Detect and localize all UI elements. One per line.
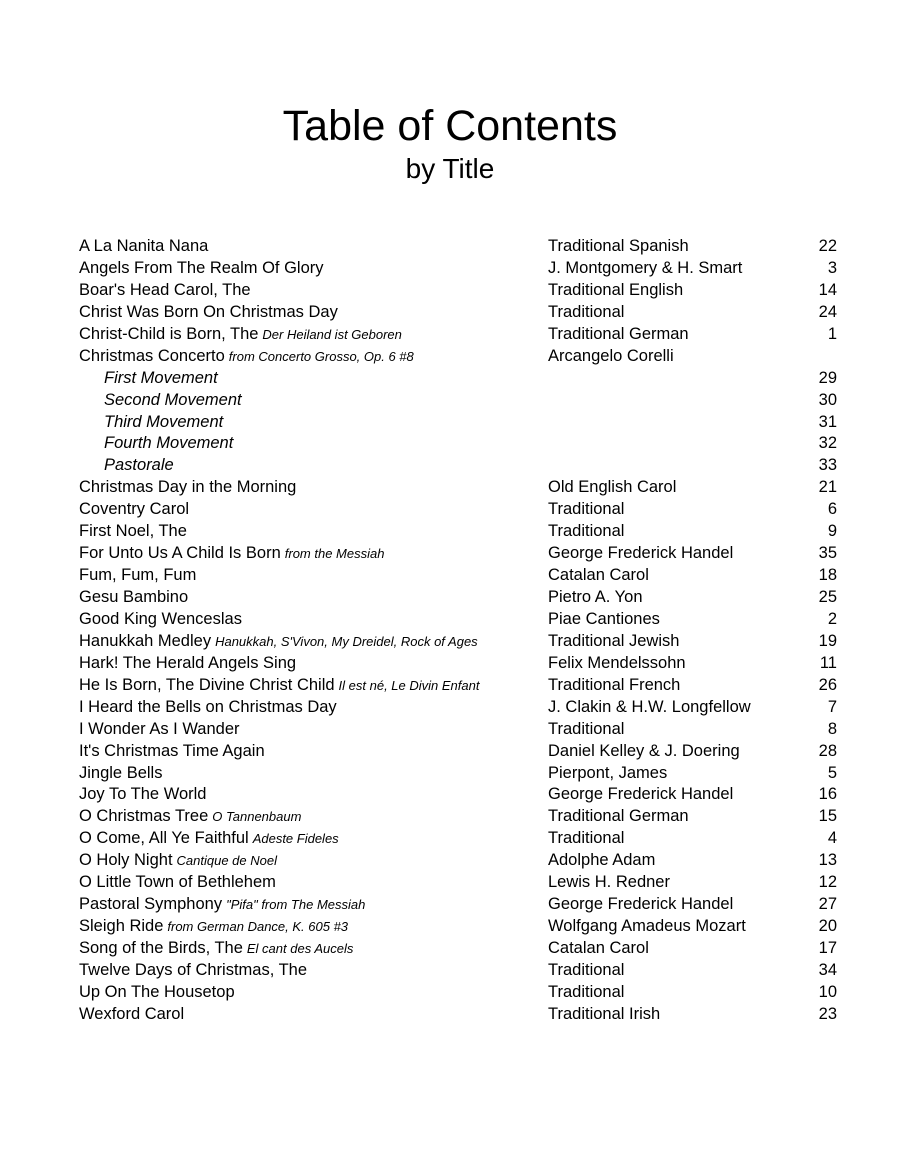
entry-title bbox=[79, 959, 307, 981]
entry-composer: Traditional Irish bbox=[548, 1004, 661, 1023]
entry-page-number: 19 bbox=[818, 631, 837, 650]
entry-composer: George Frederick Handel bbox=[548, 895, 734, 914]
entry-title-text: Pastorale bbox=[104, 456, 174, 475]
entry-page-number: 30 bbox=[818, 390, 837, 409]
entry-subtitle-note: O Tannenbaum bbox=[212, 809, 302, 825]
entry-title-text: Fum, Fum, Fum bbox=[79, 566, 197, 585]
entry-title bbox=[79, 542, 384, 565]
toc-entry bbox=[0, 476, 900, 498]
entry-title-text: Christ Was Born On Christmas Day bbox=[79, 302, 338, 321]
toc-subentry bbox=[0, 389, 900, 411]
entry-title bbox=[79, 849, 277, 872]
toc-entry bbox=[0, 718, 900, 740]
entry-title-text: Angels From The Realm Of Glory bbox=[79, 258, 324, 277]
entry-title bbox=[79, 476, 296, 498]
entry-composer: Pietro A. Yon bbox=[548, 588, 643, 606]
toc-entry bbox=[0, 1003, 900, 1025]
entry-title-text: Third Movement bbox=[104, 412, 224, 431]
entry-title bbox=[79, 762, 162, 784]
entry-title-text: A La Nanita Nana bbox=[79, 237, 209, 255]
entry-title-text: Up On The Housetop bbox=[79, 982, 235, 1001]
entry-page-number: 12 bbox=[818, 873, 837, 892]
entry-title-text: O Holy Night bbox=[79, 851, 173, 870]
entry-composer: Traditional German bbox=[548, 324, 689, 343]
entry-title bbox=[79, 279, 251, 301]
entry-title-text: Pastoral Symphony bbox=[79, 895, 223, 914]
entry-title-text: Hanukkah Medley bbox=[79, 631, 212, 650]
entry-composer: Traditional French bbox=[548, 675, 681, 694]
entry-title bbox=[79, 915, 348, 938]
entry-title-text: Gesu Bambino bbox=[79, 588, 189, 606]
toc-entry bbox=[0, 762, 900, 784]
entry-title bbox=[79, 674, 479, 697]
entry-page-number: 25 bbox=[818, 588, 837, 606]
toc-entry bbox=[0, 520, 900, 542]
entry-page-number: 27 bbox=[818, 895, 837, 914]
entry-title-text: O Little Town of Bethlehem bbox=[79, 873, 276, 892]
toc-entry bbox=[0, 542, 900, 564]
entry-page-number: 6 bbox=[827, 500, 837, 519]
entry-title-text: Christ-Child is Born, The bbox=[79, 324, 259, 343]
entry-page-number: 32 bbox=[818, 434, 837, 453]
entry-composer: Catalan Carol bbox=[548, 939, 649, 957]
entry-title-text: O Christmas Tree bbox=[79, 807, 209, 826]
entry-title-text: It's Christmas Time Again bbox=[79, 741, 265, 760]
entry-page-number: 34 bbox=[818, 960, 837, 979]
entry-title bbox=[79, 827, 339, 850]
entry-composer: Lewis H. Redner bbox=[548, 873, 670, 892]
entry-title bbox=[79, 608, 242, 630]
entry-title bbox=[104, 432, 233, 454]
entry-page-number: 21 bbox=[818, 478, 837, 497]
entry-title-text: I Heard the Bells on Christmas Day bbox=[79, 697, 337, 716]
entry-title-text: Sleigh Ride bbox=[79, 917, 164, 936]
entry-page-number: 2 bbox=[827, 609, 837, 628]
entry-title bbox=[79, 323, 402, 346]
entry-title bbox=[79, 235, 208, 257]
entry-page-number: 16 bbox=[818, 785, 837, 804]
entry-title-text: Second Movement bbox=[104, 390, 242, 409]
entry-page-number: 9 bbox=[827, 522, 837, 541]
entry-title bbox=[79, 1003, 184, 1025]
entry-title bbox=[79, 937, 353, 960]
entry-composer: Old English Carol bbox=[548, 478, 677, 497]
entry-title-text: Twelve Days of Christmas, The bbox=[79, 960, 308, 979]
entry-composer: Arcangelo Corelli bbox=[548, 346, 674, 365]
entry-title-text: Wexford Carol bbox=[79, 1004, 185, 1023]
entry-subtitle-note: Il est né, Le Divin Enfant bbox=[338, 677, 480, 693]
toc-entry bbox=[0, 981, 900, 1003]
toc-entry bbox=[0, 740, 900, 762]
entry-composer: Wolfgang Amadeus Mozart bbox=[548, 917, 746, 936]
entry-page-number: 33 bbox=[818, 456, 837, 475]
entry-page-number: 14 bbox=[818, 280, 837, 299]
entry-title bbox=[79, 871, 276, 893]
entry-composer: Traditional German bbox=[548, 807, 689, 826]
toc-entry bbox=[0, 805, 900, 827]
toc-entry bbox=[0, 652, 900, 674]
entry-title-text: Joy To The World bbox=[79, 785, 207, 804]
entry-composer: Traditional English bbox=[548, 280, 684, 299]
entry-composer: Felix Mendelssohn bbox=[548, 653, 686, 672]
toc-entry bbox=[0, 959, 900, 981]
entry-page-number: 22 bbox=[818, 237, 837, 255]
entry-title bbox=[79, 893, 365, 916]
entry-composer: J. Montgomery & H. Smart bbox=[548, 258, 743, 277]
entry-composer: Catalan Carol bbox=[548, 566, 649, 585]
toc-entry bbox=[0, 674, 900, 696]
toc-entry bbox=[0, 301, 900, 323]
toc-entry bbox=[0, 696, 900, 718]
entry-title-text: Christmas Concerto bbox=[79, 346, 225, 365]
entry-title bbox=[79, 805, 301, 828]
entry-page-number: 35 bbox=[818, 544, 837, 563]
entry-page-number: 18 bbox=[818, 566, 837, 585]
entry-title-text: O Come, All Ye Faithful bbox=[79, 829, 249, 848]
toc-entry bbox=[0, 323, 900, 345]
entry-composer: Traditional Spanish bbox=[548, 237, 689, 255]
entry-title bbox=[104, 411, 223, 433]
entry-title bbox=[79, 718, 240, 740]
entry-title bbox=[79, 783, 206, 805]
toc-entry bbox=[0, 827, 900, 849]
toc-entry bbox=[0, 608, 900, 630]
entry-page-number: 11 bbox=[819, 653, 837, 672]
toc-subentry bbox=[0, 367, 900, 389]
toc-entry bbox=[0, 498, 900, 520]
entry-title bbox=[79, 564, 196, 586]
toc-entry bbox=[0, 345, 900, 367]
entry-page-number: 17 bbox=[818, 939, 837, 957]
toc-subentry bbox=[0, 454, 900, 476]
entry-composer: Traditional bbox=[548, 829, 625, 848]
toc-entry bbox=[0, 871, 900, 893]
entry-subtitle-note: Cantique de Noel bbox=[176, 853, 277, 869]
entry-page-number: 8 bbox=[827, 719, 837, 738]
entry-page-number: 28 bbox=[818, 741, 837, 760]
entry-title bbox=[79, 498, 189, 520]
toc-entry bbox=[0, 915, 900, 937]
toc-entry bbox=[0, 849, 900, 871]
entry-subtitle-note: Hanukkah, S'Vivon, My Dreidel, Rock of Ages bbox=[215, 633, 478, 649]
toc-list bbox=[0, 235, 900, 1025]
entry-title bbox=[79, 652, 296, 674]
entry-composer: J. Clakin & H.W. Longfellow bbox=[548, 697, 751, 716]
toc-entry bbox=[0, 937, 900, 959]
page-title: Table of Contents bbox=[282, 102, 618, 150]
entry-composer: Traditional bbox=[548, 302, 625, 321]
entry-page-number: 31 bbox=[818, 412, 837, 431]
entry-subtitle-note: "Pifa" from The Messiah bbox=[226, 897, 366, 913]
entry-composer: George Frederick Handel bbox=[548, 544, 734, 563]
entry-title-text: Christmas Day in the Morning bbox=[79, 478, 297, 497]
entry-page-number: 23 bbox=[818, 1004, 837, 1023]
page-subtitle: by Title bbox=[405, 153, 495, 184]
entry-page-number: 20 bbox=[818, 917, 837, 936]
entry-title-text: Good King Wenceslas bbox=[79, 609, 242, 628]
entry-composer: Traditional bbox=[548, 500, 625, 519]
entry-title bbox=[79, 630, 478, 653]
entry-title bbox=[79, 586, 188, 608]
entry-title-text: Hark! The Herald Angels Sing bbox=[79, 653, 297, 672]
toc-entry bbox=[0, 586, 900, 608]
entry-title bbox=[79, 696, 337, 718]
entry-page-number: 3 bbox=[827, 258, 837, 277]
toc-entry bbox=[0, 564, 900, 586]
entry-page-number: 7 bbox=[827, 697, 837, 716]
entry-title bbox=[79, 301, 338, 323]
entry-composer: Traditional bbox=[548, 522, 625, 541]
entry-title-text: For Unto Us A Child Is Born bbox=[79, 544, 281, 563]
entry-composer: Traditional bbox=[548, 719, 625, 738]
entry-title-text: Fourth Movement bbox=[104, 434, 234, 453]
entry-title bbox=[104, 367, 218, 389]
entry-page-number: 13 bbox=[818, 851, 837, 870]
entry-page-number: 1 bbox=[827, 324, 837, 343]
entry-title-text: First Movement bbox=[104, 368, 218, 387]
entry-title bbox=[79, 520, 187, 542]
entry-title bbox=[79, 257, 324, 279]
entry-composer: Piae Cantiones bbox=[548, 609, 660, 628]
entry-subtitle-note: El cant des Aucels bbox=[246, 941, 354, 956]
entry-page-number: 26 bbox=[818, 675, 837, 694]
entry-title bbox=[79, 345, 414, 368]
entry-title-text: Song of the Birds, The bbox=[79, 939, 243, 957]
toc-entry bbox=[0, 893, 900, 915]
toc-entry bbox=[0, 630, 900, 652]
entry-composer: Pierpont, James bbox=[548, 763, 668, 782]
entry-page-number: 24 bbox=[818, 302, 837, 321]
entry-composer: Traditional Jewish bbox=[548, 631, 680, 650]
entry-title-text: He Is Born, The Divine Christ Child bbox=[79, 675, 335, 694]
entry-title bbox=[79, 981, 235, 1003]
entry-subtitle-note: Adeste Fideles bbox=[252, 831, 339, 847]
entry-subtitle-note: from Concerto Grosso, Op. 6 #8 bbox=[228, 348, 414, 364]
toc-entry bbox=[0, 783, 900, 805]
entry-title-text: First Noel, The bbox=[79, 522, 187, 541]
toc-entry bbox=[0, 279, 900, 301]
entry-subtitle-note: from German Dance, K. 605 #3 bbox=[167, 919, 349, 935]
entry-title bbox=[104, 389, 242, 411]
entry-composer: Traditional bbox=[548, 960, 625, 979]
entry-title bbox=[79, 740, 265, 762]
entry-composer: Daniel Kelley & J. Doering bbox=[548, 741, 740, 760]
toc-entry bbox=[0, 257, 900, 279]
entry-page-number: 29 bbox=[818, 368, 837, 387]
entry-subtitle-note: Der Heiland ist Geboren bbox=[262, 326, 402, 342]
entry-title-text: Coventry Carol bbox=[79, 500, 190, 519]
toc-entry bbox=[0, 235, 900, 257]
toc-subentry bbox=[0, 411, 900, 433]
entry-page-number: 5 bbox=[827, 763, 837, 782]
entry-composer: Traditional bbox=[548, 982, 625, 1001]
entry-subtitle-note: from the Messiah bbox=[284, 546, 385, 562]
entry-composer: George Frederick Handel bbox=[548, 785, 734, 804]
entry-page-number: 15 bbox=[818, 807, 837, 826]
entry-page-number: 10 bbox=[818, 982, 837, 1001]
entry-composer: Adolphe Adam bbox=[548, 851, 656, 870]
entry-title-text: I Wonder As I Wander bbox=[79, 719, 240, 738]
toc-subentry bbox=[0, 432, 900, 454]
entry-title-text: Jingle Bells bbox=[79, 763, 163, 782]
entry-title bbox=[104, 454, 174, 476]
entry-title-text: Boar's Head Carol, The bbox=[79, 280, 251, 299]
entry-page-number: 4 bbox=[827, 829, 837, 848]
